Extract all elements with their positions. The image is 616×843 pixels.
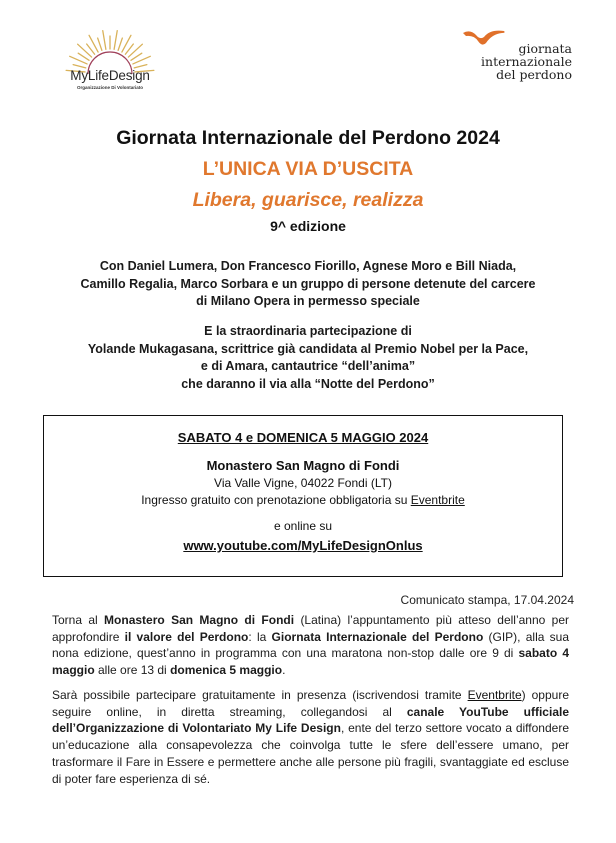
text-run: alle ore 13 di (94, 663, 171, 678)
entry-text: Ingresso gratuito con prenotazione obbligatoria su (141, 493, 411, 507)
giornata-perdono-logo (462, 25, 582, 85)
sun-ray (114, 31, 117, 50)
special-line: E la straordinaria partecipazione di (204, 324, 412, 338)
logo-subtitle: Organizzazione Di Volontariato (77, 85, 143, 90)
tagline: Libera, guarisce, realizza (192, 189, 424, 211)
special-guests-block (0, 323, 616, 393)
event-entry (44, 493, 562, 507)
eventbrite-link[interactable]: Eventbrite (410, 493, 465, 507)
logo-line-3: del perdono (496, 67, 572, 82)
bold-text: Giornata Internazionale del Perdono (271, 629, 484, 644)
text-run: (GIP), alla sua nona edizione, quest’anno in programma con una maratona non-stop dalle ore 9 di (52, 629, 570, 661)
text-run: : la (248, 629, 272, 644)
event-venue: Monastero San Magno di Fondi (206, 458, 400, 473)
text-run: Torna al (52, 613, 105, 627)
guests-line: Con Daniel Lumera, Don Francesco Fiorillo, Agnese Moro e Bill Niada, (99, 259, 517, 273)
body-paragraph-1 (52, 612, 569, 679)
bold-text: domenica 5 maggio (170, 663, 283, 678)
sun-ray (87, 44, 95, 54)
guests-block (0, 258, 616, 311)
bold-text: il valore del Perdono (124, 629, 249, 644)
bold-text: sabato 4 maggio (52, 646, 569, 678)
special-line: e di Amara, cantautrice “dell’anima” (200, 359, 416, 373)
youtube-link[interactable]: www.youtube.com/MyLifeDesignOnlus (183, 538, 423, 553)
text-run: . (282, 663, 286, 678)
event-address: Via Valle Vigne, 04022 Fondi (LT) (214, 476, 392, 490)
page-subtitle: L’UNICA VIA D’USCITA (202, 158, 414, 180)
guests-line: di Milano Opera in permesso speciale (196, 294, 420, 308)
sun-ray (78, 44, 92, 57)
logo-line-2: internazionale (481, 54, 572, 69)
text-run: , ente del terzo settore vocato a diffondere un’educazione alla consapevolezza che coinvolga tutte le sfere dell’essere umano, per trasformare il Fare in Essere e permettere anche alle persone più fragili, svantaggiate ed escluse di poter fare esperienza di sé. (52, 721, 569, 786)
body-paragraph-2 (52, 687, 569, 787)
eventbrite-link[interactable]: Eventbrite (467, 688, 522, 702)
sun-ray (78, 53, 89, 60)
event-info-box (43, 415, 563, 577)
page-title: Giornata Internazionale del Perdono 2024 (116, 127, 500, 149)
mylifedesign-logo (58, 28, 162, 118)
bold-text: Monastero San Magno di Fondi (104, 613, 295, 627)
guests-line: Camillo Regalia, Marco Sorbara e un gruppo di persone detenute del carcere (80, 276, 536, 291)
text-run: Sarà possibile partecipare gratuitamente in presenza (iscrivendosi tramite (52, 688, 468, 702)
sun-ray (118, 38, 122, 50)
sun-ray (128, 44, 142, 57)
sun-ray (125, 44, 133, 54)
sun-ray (103, 31, 106, 50)
edition: 9^ edizione (270, 218, 346, 234)
special-line: che daranno il via alla “Notte del Perdono” (181, 376, 435, 391)
sun-ray (98, 38, 102, 50)
text-run: ) oppure seguire online, in diretta streaming, collegandosi al (52, 688, 569, 719)
bird-icon (462, 27, 508, 49)
logo-brand-text: MyLifeDesign (70, 68, 150, 83)
special-line: Yolande Mukagasana, scrittrice già candidata al Premio Nobel per la Pace, (87, 341, 529, 356)
event-date: SABATO 4 e DOMENICA 5 MAGGIO 2024 (177, 430, 429, 445)
bold-text: canale YouTube ufficiale dell’Organizzazione di Volontariato My Life Design (52, 704, 569, 736)
logo-line-1: giornata (518, 41, 572, 56)
online-text: e online su (273, 519, 333, 533)
text-run: (Latina) l’appuntamento più atteso dell’anno per approfondire (52, 613, 569, 644)
press-release-date: Comunicato stampa, 17.04.2024 (400, 593, 574, 607)
sun-ray (131, 53, 142, 60)
